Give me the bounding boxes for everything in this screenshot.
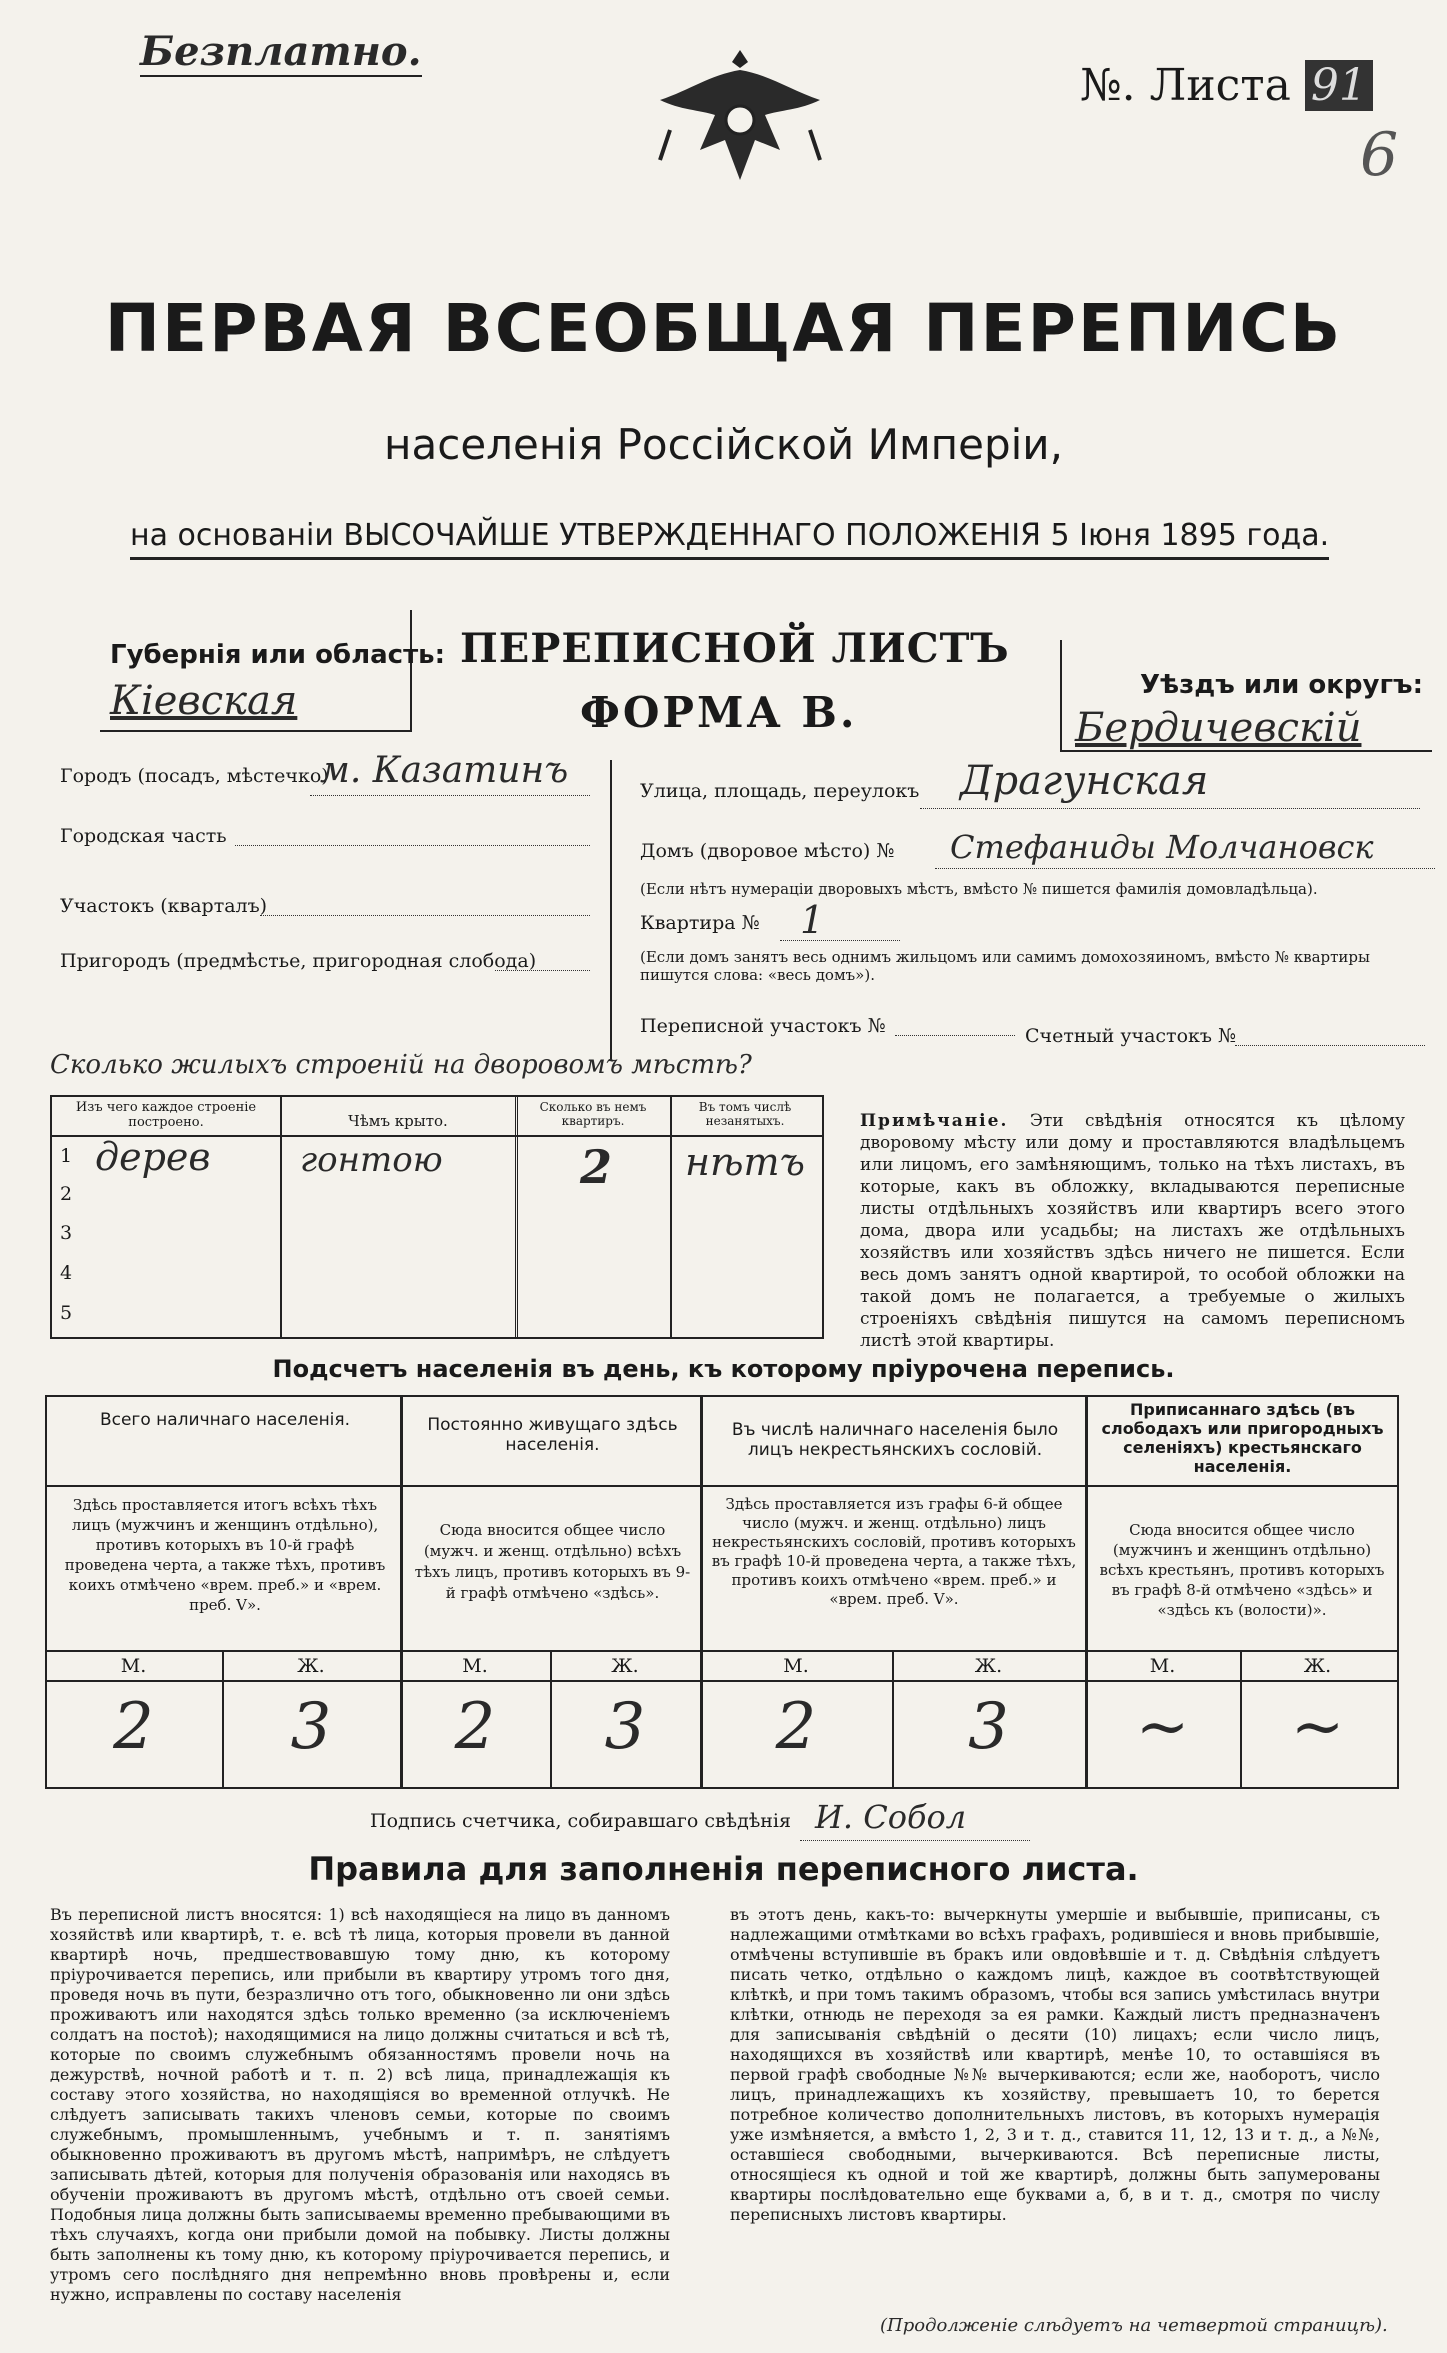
buildings-col-divider xyxy=(515,1095,518,1339)
pop-col3-m-label: М. xyxy=(783,1655,809,1677)
pop-col4-f-label: Ж. xyxy=(1303,1655,1332,1677)
buildings-material-value[interactable]: дерев xyxy=(95,1135,211,1179)
buildings-col-divider xyxy=(670,1095,672,1339)
house-line xyxy=(935,868,1435,869)
rules-left-column: Въ переписной листъ вносятся: 1) всѣ находящіеся на лицо въ данномъ хозяйствѣ или квартирѣ, т. е. всѣ тѣ лица, которыя провели въ данной квартирѣ ночь, предшествовавшую тому дню, къ которому пріурочивается перепись, или прибыли въ квартиру утромъ того дня, проведя ночь въ пути, безразлично отъ того, обыкновенно ли они здѣсь проживаютъ или находятся здѣсь только временно (за исключеніемъ солдатъ на постоѣ); находящимися на лицо должны считаться и всѣ тѣ, которые по своимъ служебнымъ обязанностямъ провели ночь на дежурствѣ, ночной работѣ и т. п. 2) всѣ лица, принадлежащія къ составу этого хозяйства, но находящіяся во временной отлучкѣ. Не слѣдуетъ записывать такихъ членовъ семьи, которые по своимъ служебнымъ, промышленнымъ, учебнымъ и т. п. занятіямъ обыкновенно проживаютъ въ другомъ мѣстѣ, напримѣръ, не слѣдуетъ записывать дѣтей, которыя для полученія образованія или находясь въ обученіи проживаютъ въ другомъ мѣстѣ, отдѣльно отъ своей семьи. Подобныя лица должны быть записываемы временно пребывающими въ тѣхъ случаяхъ, когда они прибыли домой на побывку. Листы должны быть заполнены къ тому дню, къ которому пріурочивается перепись, и утромъ сего послѣдняго дня непремѣнно вновь провѣрены и, если нужно, исправлены по составу населенія xyxy=(50,1905,670,2304)
pop-col4-m-label: М. xyxy=(1149,1655,1176,1677)
city-line xyxy=(310,795,590,796)
pop-col2-f-value[interactable]: 3 xyxy=(604,1690,646,1764)
row-number: 1 xyxy=(60,1145,73,1167)
count-district-label: Счетный участокъ № xyxy=(1025,1025,1236,1047)
signature-label: Подпись счетчика, собиравшаго свѣдѣнія xyxy=(370,1810,791,1832)
note-text: Эти свѣдѣнія относятся къ цѣлому дворовому мѣсту или дому и проставляются владѣльцемъ или лицомъ, его замѣняющимъ, только на тѣхъ листахъ, въ которые, какъ въ обложку, вкладываются переписные листы отдѣльныхъ хозяйствъ или квартиръ всего этого дома, двора или усадьбы; на листахъ же отдѣльныхъ хозяйствъ или хозяйствъ здѣсь ничего не пишется. Если весь домъ занятъ одной квартирой, то особой обложки на такой домъ не полагается, а требуемые о жилыхъ строеніяхъ свѣдѣнія пишутся на самомъ переписномъ листѣ этой квартиры. xyxy=(860,1111,1405,1351)
rules-continued: (Продолженіе слѣдуетъ на четвертой страницѣ). xyxy=(880,2315,1388,2336)
apartment-label: Квартира № xyxy=(640,912,760,934)
pop-col2-m-value[interactable]: 2 xyxy=(454,1690,496,1764)
house-value[interactable]: Стефаниды Молчановск xyxy=(950,828,1374,866)
corner-mark: 6 xyxy=(1360,120,1399,190)
house-label: Домъ (дворовое мѣсто) № xyxy=(640,840,895,862)
buildings-question: Сколько жилыхъ строеній на дворовомъ мѣстѣ? xyxy=(50,1050,752,1080)
sheet-number xyxy=(1080,60,1373,111)
buildings-table xyxy=(50,1095,824,1339)
pop-col1-m-label: М. xyxy=(120,1655,147,1677)
pop-col2-f-label: Ж. xyxy=(611,1655,639,1677)
census-district-label: Переписной участокъ № xyxy=(640,1015,886,1037)
apartment-value[interactable]: 1 xyxy=(800,898,825,942)
signature-value[interactable]: И. Собол xyxy=(815,1798,967,1836)
rules-right-column: въ этотъ день, какъ-то: вычеркнуты умершіе и выбывшіе, приписаны, съ надлежащими отмѣтками во всѣхъ графахъ, родившіеся и вновь прибывшіе, отмѣчены вступившіе въ бракъ или овдовѣвшіе и т. д. Свѣдѣнія слѣдуетъ писать четко, отдѣльно о каждомъ лицѣ, каждое въ соотвѣтствующей клѣткѣ, и при томъ такимъ образомъ, чтобы вся запись умѣстилась внутри клѣтки, отнюдь не переходя за ея рамки. Каждый листъ предназначенъ для записыванія свѣдѣній о десяти (10) лицахъ; если число лицъ, находящихся въ хозяйствѣ или квартирѣ, менѣе 10, то оставшіяся въ первой графѣ свободные №№ вычеркиваются; если же, наоборотъ, число лицъ, принадлежащихъ къ хозяйству, превышаетъ 10, то берется потребное количество дополнительныхъ листовъ, въ которыхъ нумерація уже измѣняется, а вмѣсто 1, 2, 3 и т. д., ставится 11, 12, 13 и т. д., а №№, оставшіеся свободными, вычеркиваются. Всѣ переписные листы, относящіеся къ одной и той же квартирѣ, должны быть запумерованы квартиры послѣдовательно еще буквами а, б, в и т. д., смотря по числу переписныхъ листовъ квартиры. xyxy=(730,1905,1380,2224)
pop-values-divider xyxy=(45,1680,1399,1682)
sheet-title: ПЕРЕПИСНОЙ ЛИСТЪ xyxy=(460,625,1010,672)
buildings-note xyxy=(860,1110,1405,1352)
pop-col1-f-value[interactable]: 3 xyxy=(290,1690,332,1764)
double-headed-eagle-icon xyxy=(640,40,840,200)
main-title: ПЕРВАЯ ВСЕОБЩАЯ ПЕРЕПИСЬ xyxy=(104,290,1343,367)
pop-col3-desc: Здѣсь проставляется изъ графы 6-й общее число (мужч. и женщ. отдѣльно) лицъ некрестьянскихъ сословій, противъ которыхъ въ графѣ 10-й проведена черта, а также тѣхъ, противъ коихъ отмѣчено «врем. преб.» и «врем. преб. V». xyxy=(711,1495,1077,1608)
house-note: (Если нѣтъ нумераціи дворовыхъ мѣстъ, вмѣсто № пишется фамилія домовладѣльца). xyxy=(640,880,1318,898)
suburb-label: Пригородъ (предмѣстье, пригородная слобода) xyxy=(60,950,537,972)
buildings-apartments-value[interactable]: 2 xyxy=(580,1140,613,1194)
buildings-col-divider xyxy=(280,1095,282,1339)
pop-col3-f-label: Ж. xyxy=(974,1655,1003,1677)
pop-col4-desc: Сюда вносится общее число (мужчинъ и женщинъ отдѣльно) всѣхъ крестьянъ, противъ которыхъ въ графѣ 8-й отмѣчено «здѣсь» и «здѣсь къ (волости)». xyxy=(1099,1521,1385,1619)
suburb-line[interactable] xyxy=(495,970,590,971)
sheet-number-value: 91 xyxy=(1305,60,1373,111)
pop-col1-f-label: Ж. xyxy=(297,1655,325,1677)
buildings-header-apartments: Сколько въ немъ квартиръ. xyxy=(539,1100,647,1128)
pop-col3-title: Въ числѣ наличнаго населенія было лицъ некрестьянскихъ сословій. xyxy=(731,1420,1059,1460)
pop-col2-m-label: М. xyxy=(462,1655,488,1677)
pop-col3-f-value[interactable]: 3 xyxy=(968,1690,1009,1764)
city-value[interactable]: м. Казатинъ xyxy=(320,750,569,791)
note-heading: Примѣчаніе. xyxy=(860,1111,1009,1131)
row-number: 3 xyxy=(60,1222,73,1244)
signature-line xyxy=(800,1840,1030,1841)
gubernia-label: Губернія или область: xyxy=(110,640,445,670)
fields-divider xyxy=(610,760,612,1060)
rules-heading: Правила для заполненія переписного листа. xyxy=(308,1850,1139,1888)
free-label: Безплатно. xyxy=(140,28,422,75)
row-number: 2 xyxy=(60,1183,73,1205)
pop-col4-m-value[interactable]: ~ xyxy=(1135,1690,1190,1764)
form-name: ФОРМА В. xyxy=(580,688,858,737)
street-line xyxy=(920,808,1420,809)
pop-col3-m-value[interactable]: 2 xyxy=(775,1690,817,1764)
uezd-value: Бердичевскій xyxy=(1075,705,1362,751)
uezd-label: Уѣздъ или округъ: xyxy=(1140,670,1423,700)
sheet-number-label: №. Листа xyxy=(1080,60,1291,111)
apartment-line xyxy=(780,940,900,941)
buildings-header-material: Изъ чего каждое строеніе построено. xyxy=(75,1100,257,1130)
buildings-vacant-value[interactable]: нѣтъ xyxy=(685,1140,805,1184)
street-value[interactable]: Драгунская xyxy=(960,758,1209,804)
buildings-roof-value[interactable]: гонтою xyxy=(300,1140,443,1180)
pop-col1-desc: Здѣсь проставляется итогъ всѣхъ тѣхъ лицъ (мужчинъ и женщинъ отдѣльно), противъ которыхъ въ 10-й графѣ проведена черта, а также тѣхъ, противъ коихъ отмѣчено «врем. преб.» и «врем. преб. V». xyxy=(64,1496,386,1614)
basis-line: на основаніи ВЫСОЧАЙШЕ УТВЕРЖДЕННАГО ПОЛОЖЕНІЯ 5 Іюня 1895 года. xyxy=(130,518,1329,560)
row-number: 4 xyxy=(60,1262,73,1284)
pop-col1-m-value[interactable]: 2 xyxy=(113,1690,154,1764)
pop-mf-divider xyxy=(45,1650,1399,1652)
buildings-header-vacant: Въ томъ числѣ незанятыхъ. xyxy=(698,1100,792,1128)
district-line[interactable] xyxy=(260,915,590,916)
pop-col2-desc: Сюда вносится общее число (мужч. и женщ. отдѣльно) всѣхъ тѣхъ лицъ, противъ которыхъ въ 9-й графѣ отмѣчено «здѣсь». xyxy=(414,1521,691,1602)
apartment-note: (Если домъ занятъ весь однимъ жильцомъ или самимъ домохозяиномъ, вмѣсто № квартиры пишутся слова: «весь домъ»). xyxy=(640,948,1370,984)
city-label: Городъ (посадъ, мѣстечко) xyxy=(60,765,329,787)
gubernia-value: Кіевская xyxy=(110,678,298,724)
count-district-line[interactable] xyxy=(1235,1045,1425,1046)
city-part-label: Городская часть xyxy=(60,825,227,847)
pop-col4-f-value[interactable]: ~ xyxy=(1290,1690,1345,1764)
district-label: Участокъ (кварталъ) xyxy=(60,895,268,917)
pop-col4-title: Приписаннаго здѣсь (въ слободахъ или пригородныхъ селеніяхъ) крестьянскаго населенія. xyxy=(1101,1400,1384,1476)
pop-col2-title: Постоянно живущаго здѣсь населенія. xyxy=(427,1415,678,1455)
city-part-line[interactable] xyxy=(235,845,590,846)
pop-title-divider xyxy=(45,1485,1399,1487)
street-label: Улица, площадь, переулокъ xyxy=(640,780,920,802)
buildings-header-roof: Чѣмъ крыто. xyxy=(348,1112,448,1130)
census-district-line[interactable] xyxy=(895,1035,1015,1036)
subtitle: населенія Россійской Имперіи, xyxy=(384,420,1063,469)
row-number: 5 xyxy=(60,1302,73,1324)
population-heading: Подсчетъ населенія въ день, къ которому пріурочена перепись. xyxy=(272,1355,1175,1383)
pop-col1-title: Всего наличнаго населенія. xyxy=(99,1410,351,1430)
